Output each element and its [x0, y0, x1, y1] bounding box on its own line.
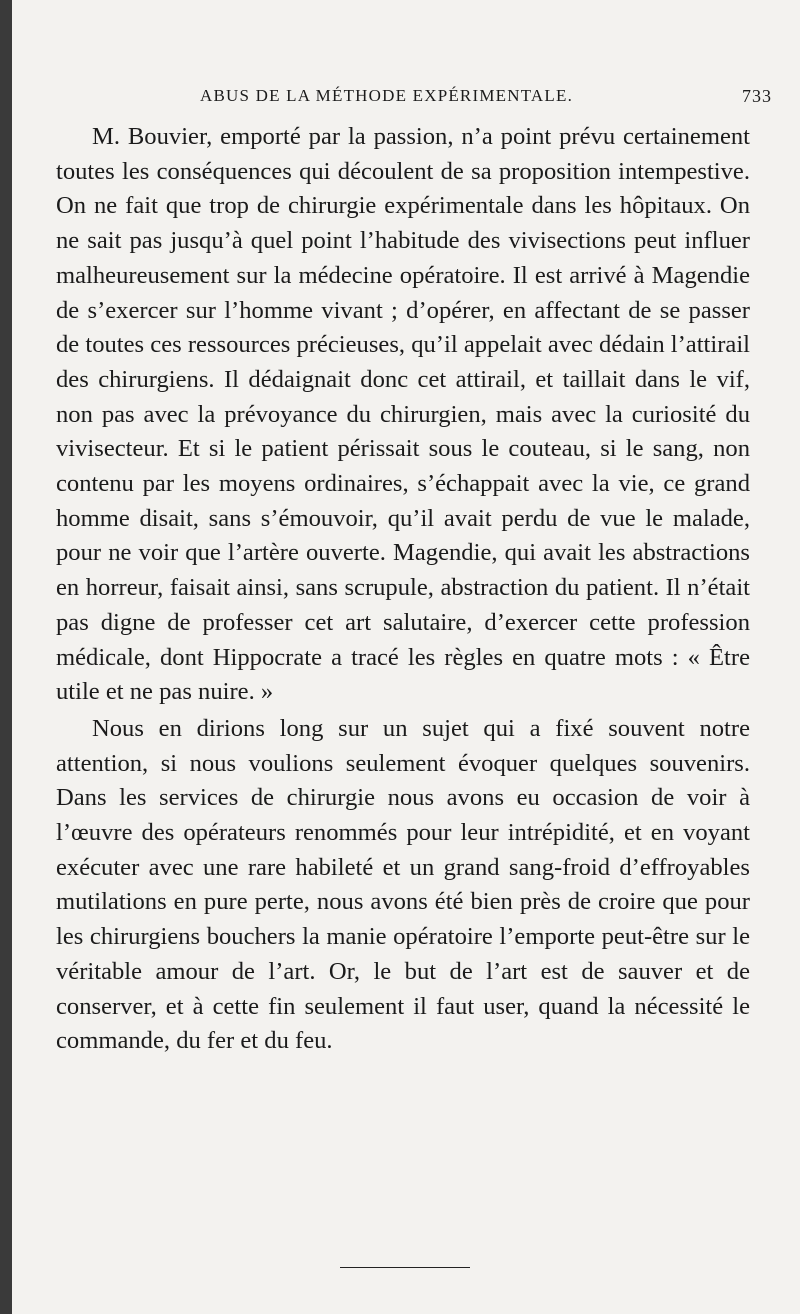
- page-number: 733: [742, 86, 772, 106]
- section-end-rule: [340, 1267, 470, 1268]
- body-text: [56, 120, 750, 1059]
- page-header: [54, 86, 772, 116]
- running-title: ABUS DE LA MÉTHODE EXPÉRIMENTALE.: [200, 86, 574, 105]
- paragraph-1: M. Bouvier, emporté par la passion, n’a point prévu certainement toutes les conséquences qui découlent de sa proposition intempestive. On ne fait que trop de chirurgie expérimentale dans les hôpitaux. On ne sait pas jusqu’à quel point l’habitude des vivisections peut influer malheureusement sur la médecine opératoire. Il est arrivé à Magendie de s’exercer sur l’homme vivant ; d’opérer, en affectant de se passer de toutes ces ressources précieuses, qu’il appelait avec dédain l’attirail des chirurgiens. Il dédaignait donc cet attirail, et taillait dans le vif, non pas avec la prévoyance du chirurgien, mais avec la curiosité du vivisecteur. Et si le patient périssait sous le couteau, si le sang, non contenu par les moyens ordinaires, s’échappait avec la vie, ce grand homme disait, sans s’émouvoir, qu’il avait perdu de vue le malade, pour ne voir que l’artère ouverte. Magendie, qui avait les abstractions en horreur, faisait ainsi, sans scrupule, abstraction du patient. Il n’était pas digne de professer cet art salutaire, d’exercer cette profession médicale, dont Hippocrate a tracé les règles en quatre mots : « Être utile et ne pas nuire. »: [56, 123, 750, 706]
- book-page: [12, 0, 800, 1314]
- paragraph-2: Nous en dirions long sur un sujet qui a fixé souvent notre attention, si nous voulions seulement évoquer quelques souvenirs. Dans les services de chirurgie nous avons eu occasion de voir à l’œuvre des opérateurs renommés pour leur intrépidité, et en voyant exécuter avec une rare habileté et un grand sang-froid d’effroyables mutilations en pure perte, nous avons été bien près de croire que pour les chirurgiens bouchers la manie opératoire l’emporte peut-être sur le véritable amour de l’art. Or, le but de l’art est de sauver et de conserver, et à cette fin seulement il faut user, quand la nécessité le commande, du fer et du feu.: [56, 714, 750, 1055]
